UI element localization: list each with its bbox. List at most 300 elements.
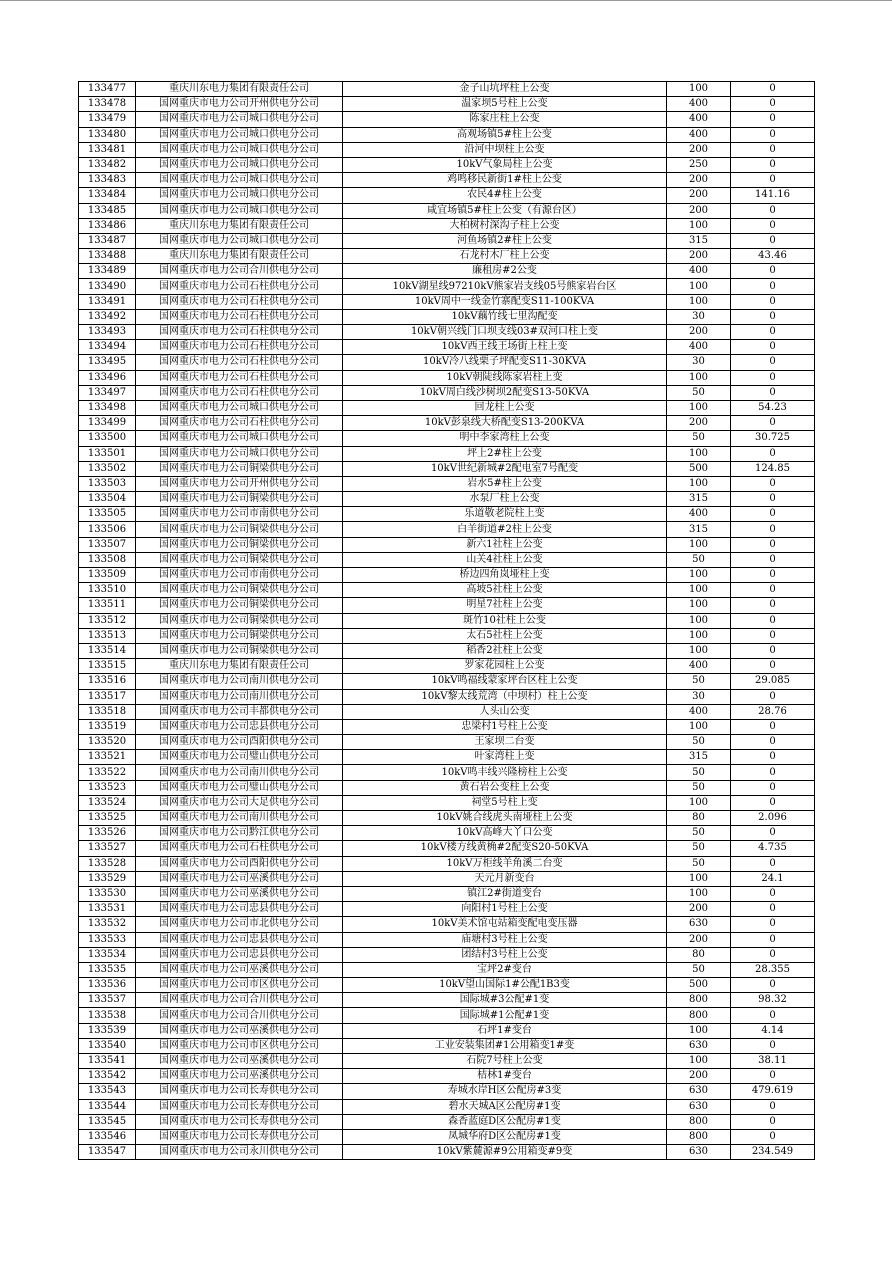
table-row (79, 932, 815, 947)
value-cell: 0 (731, 1099, 815, 1114)
transformer-name-cell: 10kV姚合线虎头南垭柱上公变 (343, 811, 667, 826)
table-row (79, 993, 815, 1008)
capacity-cell: 315 (667, 492, 731, 507)
value-cell: 38.11 (731, 1054, 815, 1069)
table-row (79, 841, 815, 856)
transformer-name-cell: 桥边四角岚垭柱上变 (343, 568, 667, 583)
table-row (79, 613, 815, 628)
company-cell: 国网重庆市电力公司巫溪供电分公司 (136, 962, 343, 977)
capacity-cell: 800 (667, 1008, 731, 1023)
table-row (79, 871, 815, 886)
capacity-cell: 800 (667, 993, 731, 1008)
transformer-name-cell: 10kV美术馆屯站箱变配电变压器 (343, 917, 667, 932)
table-row (79, 1069, 815, 1084)
company-cell: 国网重庆市电力公司市南供电分公司 (136, 507, 343, 522)
table-row (79, 492, 815, 507)
company-cell: 国网重庆市电力公司城口供电分公司 (136, 157, 343, 172)
transformer-name-cell: 10kV紫麓源#9公用箱变#9变 (343, 1145, 667, 1160)
table-row (79, 309, 815, 324)
row-id-cell: 133479 (79, 112, 136, 127)
company-cell: 国网重庆市电力公司城口供电分公司 (136, 233, 343, 248)
value-cell: 0 (731, 598, 815, 613)
value-cell: 0 (731, 613, 815, 628)
row-id-cell: 133545 (79, 1114, 136, 1129)
company-cell: 国网重庆市电力公司城口供电分公司 (136, 173, 343, 188)
row-id-cell: 133478 (79, 97, 136, 112)
transformer-name-cell: 寿城水岸H区公配房#3变 (343, 1084, 667, 1099)
capacity-cell: 30 (667, 309, 731, 324)
capacity-cell: 800 (667, 1114, 731, 1129)
value-cell: 30.725 (731, 431, 815, 446)
row-id-cell: 133503 (79, 476, 136, 491)
value-cell: 0 (731, 856, 815, 871)
transformer-name-cell: 祠堂5号柱上变 (343, 795, 667, 810)
table-row (79, 1084, 815, 1099)
transformer-name-cell: 廉租房#2公变 (343, 264, 667, 279)
row-id-cell: 133488 (79, 249, 136, 264)
capacity-cell: 100 (667, 598, 731, 613)
table-row (79, 355, 815, 370)
capacity-cell: 500 (667, 461, 731, 476)
row-id-cell: 133526 (79, 826, 136, 841)
company-cell: 国网重庆市电力公司忠县供电分公司 (136, 947, 343, 962)
table-row (79, 507, 815, 522)
company-cell: 国网重庆市电力公司丰都供电分公司 (136, 704, 343, 719)
capacity-cell: 400 (667, 659, 731, 674)
value-cell: 0 (731, 309, 815, 324)
company-cell: 国网重庆市电力公司石柱供电分公司 (136, 355, 343, 370)
value-cell: 0 (731, 537, 815, 552)
transformer-name-cell: 回龙柱上公变 (343, 400, 667, 415)
row-id-cell: 133481 (79, 142, 136, 157)
row-id-cell: 133539 (79, 1023, 136, 1038)
value-cell: 0 (731, 355, 815, 370)
value-cell: 0 (731, 978, 815, 993)
capacity-cell: 100 (667, 613, 731, 628)
capacity-cell: 100 (667, 370, 731, 385)
table-row (79, 962, 815, 977)
value-cell: 0 (731, 750, 815, 765)
transformer-name-cell: 10kV鸣丰线兴隆榜柱上公变 (343, 765, 667, 780)
company-cell: 国网重庆市电力公司铜梁供电分公司 (136, 537, 343, 552)
transformer-name-cell: 金子山坑坪柱上公变 (343, 82, 667, 97)
company-cell: 国网重庆市电力公司巫溪供电分公司 (136, 1069, 343, 1084)
table-row (79, 886, 815, 901)
company-cell: 国网重庆市电力公司合川供电分公司 (136, 264, 343, 279)
transformer-name-cell: 鸡鸣移民新街1#柱上公变 (343, 173, 667, 188)
company-cell: 国网重庆市电力公司城口供电分公司 (136, 446, 343, 461)
value-cell: 43.46 (731, 249, 815, 264)
table-row (79, 568, 815, 583)
transformer-name-cell: 10kV朝陡线陈家岩柱上变 (343, 370, 667, 385)
value-cell: 29.085 (731, 674, 815, 689)
company-cell: 国网重庆市电力公司石柱供电分公司 (136, 279, 343, 294)
value-cell: 0 (731, 583, 815, 598)
row-id-cell: 133532 (79, 917, 136, 932)
capacity-cell: 30 (667, 689, 731, 704)
transformer-name-cell: 陈家庄柱上公变 (343, 112, 667, 127)
transformer-name-cell: 10kV冷八线栗子坪配变S11-30KVA (343, 355, 667, 370)
company-cell: 国网重庆市电力公司大足供电分公司 (136, 795, 343, 810)
capacity-cell: 400 (667, 340, 731, 355)
capacity-cell: 50 (667, 841, 731, 856)
table-row (79, 97, 815, 112)
row-id-cell: 133482 (79, 157, 136, 172)
transformer-name-cell: 10kV周中一线金竹寨配变S11-100KVA (343, 294, 667, 309)
row-id-cell: 133480 (79, 127, 136, 142)
table-row (79, 780, 815, 795)
row-id-cell: 133497 (79, 385, 136, 400)
company-cell: 国网重庆市电力公司忠县供电分公司 (136, 719, 343, 734)
value-cell: 479.619 (731, 1084, 815, 1099)
company-cell: 国网重庆市电力公司铜梁供电分公司 (136, 583, 343, 598)
value-cell: 0 (731, 1129, 815, 1144)
value-cell: 0 (731, 780, 815, 795)
capacity-cell: 200 (667, 249, 731, 264)
value-cell: 0 (731, 568, 815, 583)
table-row (79, 1145, 815, 1160)
company-cell: 国网重庆市电力公司石柱供电分公司 (136, 370, 343, 385)
capacity-cell: 200 (667, 932, 731, 947)
value-cell: 0 (731, 735, 815, 750)
row-id-cell: 133483 (79, 173, 136, 188)
capacity-cell: 100 (667, 400, 731, 415)
table-row (79, 689, 815, 704)
value-cell: 0 (731, 826, 815, 841)
company-cell: 国网重庆市电力公司巫溪供电分公司 (136, 1023, 343, 1038)
table-row (79, 294, 815, 309)
company-cell: 国网重庆市电力公司黔江供电分公司 (136, 826, 343, 841)
company-cell: 国网重庆市电力公司城口供电分公司 (136, 188, 343, 203)
company-cell: 国网重庆市电力公司铜梁供电分公司 (136, 628, 343, 643)
value-cell: 0 (731, 1069, 815, 1084)
capacity-cell: 630 (667, 1099, 731, 1114)
company-cell: 国网重庆市电力公司石柱供电分公司 (136, 325, 343, 340)
row-id-cell: 133511 (79, 598, 136, 613)
page-top-rule (0, 0, 892, 1)
row-id-cell: 133530 (79, 886, 136, 901)
row-id-cell: 133546 (79, 1129, 136, 1144)
row-id-cell: 133517 (79, 689, 136, 704)
capacity-cell: 30 (667, 355, 731, 370)
transformer-name-cell: 团结村3号柱上公变 (343, 947, 667, 962)
row-id-cell: 133506 (79, 522, 136, 537)
value-cell: 0 (731, 385, 815, 400)
table-row (79, 476, 815, 491)
capacity-cell: 100 (667, 476, 731, 491)
capacity-cell: 400 (667, 127, 731, 142)
capacity-cell: 50 (667, 826, 731, 841)
transformer-name-cell: 10kV楼方线黄桷#2配变S20-50KVA (343, 841, 667, 856)
row-id-cell: 133520 (79, 735, 136, 750)
value-cell: 0 (731, 719, 815, 734)
transformer-name-cell: 石龙村木厂柱上公变 (343, 249, 667, 264)
row-id-cell: 133527 (79, 841, 136, 856)
row-id-cell: 133512 (79, 613, 136, 628)
value-cell: 0 (731, 886, 815, 901)
transformer-name-cell: 石坪1#变台 (343, 1023, 667, 1038)
table-row (79, 1023, 815, 1038)
transformer-name-cell: 庙塘村3号柱上公变 (343, 932, 667, 947)
row-id-cell: 133543 (79, 1084, 136, 1099)
table-row (79, 385, 815, 400)
row-id-cell: 133547 (79, 1145, 136, 1160)
value-cell: 54.23 (731, 400, 815, 415)
transformer-name-cell: 10kV西王线王场街上柱上变 (343, 340, 667, 355)
capacity-cell: 100 (667, 583, 731, 598)
capacity-cell: 400 (667, 704, 731, 719)
transformer-name-cell: 石院7号柱上公变 (343, 1054, 667, 1069)
table-row (79, 325, 815, 340)
transformer-name-cell: 国际城#1公配#1变 (343, 1008, 667, 1023)
company-cell: 国网重庆市电力公司市区供电分公司 (136, 1038, 343, 1053)
capacity-cell: 50 (667, 780, 731, 795)
row-id-cell: 133498 (79, 400, 136, 415)
value-cell: 28.355 (731, 962, 815, 977)
row-id-cell: 133490 (79, 279, 136, 294)
transformer-name-cell: 高观场镇5#柱上公变 (343, 127, 667, 142)
row-id-cell: 133515 (79, 659, 136, 674)
table-row (79, 82, 815, 97)
table-row (79, 537, 815, 552)
value-cell: 0 (731, 127, 815, 142)
table-row (79, 902, 815, 917)
table-row (79, 340, 815, 355)
value-cell: 141.16 (731, 188, 815, 203)
value-cell: 0 (731, 765, 815, 780)
company-cell: 国网重庆市电力公司巫溪供电分公司 (136, 871, 343, 886)
value-cell: 0 (731, 157, 815, 172)
transformer-name-cell: 宝坪2#变台 (343, 962, 667, 977)
capacity-cell: 100 (667, 1023, 731, 1038)
value-cell: 0 (731, 1114, 815, 1129)
value-cell: 2.096 (731, 811, 815, 826)
table-body (79, 82, 815, 1160)
capacity-cell: 50 (667, 735, 731, 750)
row-id-cell: 133514 (79, 643, 136, 658)
company-cell: 国网重庆市电力公司市南供电分公司 (136, 568, 343, 583)
value-cell: 0 (731, 1008, 815, 1023)
row-id-cell: 133541 (79, 1054, 136, 1069)
transformer-name-cell: 乐道敬老院柱上变 (343, 507, 667, 522)
value-cell: 4.735 (731, 841, 815, 856)
transformer-name-cell: 10kV湖星线97210kV熊家岩支线05号熊家岩台区 (343, 279, 667, 294)
value-cell: 0 (731, 1038, 815, 1053)
value-cell: 0 (731, 932, 815, 947)
row-id-cell: 133504 (79, 492, 136, 507)
table-row (79, 522, 815, 537)
table-row (79, 279, 815, 294)
company-cell: 国网重庆市电力公司璧山供电分公司 (136, 750, 343, 765)
value-cell: 0 (731, 643, 815, 658)
row-id-cell: 133531 (79, 902, 136, 917)
company-cell: 国网重庆市电力公司石柱供电分公司 (136, 841, 343, 856)
table-row (79, 750, 815, 765)
value-cell: 0 (731, 173, 815, 188)
transformer-name-cell: 斑竹10社柱上公变 (343, 613, 667, 628)
company-cell: 重庆川东电力集团有限责任公司 (136, 659, 343, 674)
row-id-cell: 133524 (79, 795, 136, 810)
transformer-name-cell: 10kV周白线沙树坝2配变S13-50KVA (343, 385, 667, 400)
row-id-cell: 133537 (79, 993, 136, 1008)
value-cell: 0 (731, 340, 815, 355)
company-cell: 国网重庆市电力公司铜梁供电分公司 (136, 552, 343, 567)
company-cell: 国网重庆市电力公司南川供电分公司 (136, 765, 343, 780)
company-cell: 国网重庆市电力公司城口供电分公司 (136, 127, 343, 142)
value-cell: 0 (731, 112, 815, 127)
company-cell: 国网重庆市电力公司城口供电分公司 (136, 142, 343, 157)
table-row (79, 552, 815, 567)
value-cell: 0 (731, 795, 815, 810)
value-cell: 0 (731, 522, 815, 537)
company-cell: 国网重庆市电力公司市区供电分公司 (136, 978, 343, 993)
transformer-name-cell: 10kV望山国际1#公配1B3变 (343, 978, 667, 993)
value-cell: 0 (731, 917, 815, 932)
table-row (79, 735, 815, 750)
capacity-cell: 630 (667, 1084, 731, 1099)
company-cell: 国网重庆市电力公司城口供电分公司 (136, 203, 343, 218)
capacity-cell: 50 (667, 962, 731, 977)
company-cell: 国网重庆市电力公司酉阳供电分公司 (136, 735, 343, 750)
company-cell: 国网重庆市电力公司巫溪供电分公司 (136, 886, 343, 901)
value-cell: 0 (731, 142, 815, 157)
company-cell: 国网重庆市电力公司市北供电分公司 (136, 917, 343, 932)
row-id-cell: 133535 (79, 962, 136, 977)
table-row (79, 674, 815, 689)
value-cell: 0 (731, 902, 815, 917)
row-id-cell: 133523 (79, 780, 136, 795)
company-cell: 国网重庆市电力公司石柱供电分公司 (136, 309, 343, 324)
value-cell: 4.14 (731, 1023, 815, 1038)
transformer-name-cell: 凤城华府D区公配房#1变 (343, 1129, 667, 1144)
row-id-cell: 133518 (79, 704, 136, 719)
row-id-cell: 133534 (79, 947, 136, 962)
table-row (79, 598, 815, 613)
capacity-cell: 200 (667, 902, 731, 917)
table-row (79, 188, 815, 203)
capacity-cell: 200 (667, 173, 731, 188)
transformer-name-cell: 温家坝5号柱上公变 (343, 97, 667, 112)
capacity-cell: 630 (667, 1145, 731, 1160)
transformer-name-cell: 罗家花园柱上公变 (343, 659, 667, 674)
company-cell: 国网重庆市电力公司铜梁供电分公司 (136, 613, 343, 628)
row-id-cell: 133521 (79, 750, 136, 765)
table-row (79, 112, 815, 127)
company-cell: 国网重庆市电力公司南川供电分公司 (136, 674, 343, 689)
table-row (79, 1054, 815, 1069)
table-row (79, 127, 815, 142)
row-id-cell: 133502 (79, 461, 136, 476)
value-cell: 0 (731, 689, 815, 704)
row-id-cell: 133529 (79, 871, 136, 886)
capacity-cell: 200 (667, 1069, 731, 1084)
value-cell: 0 (731, 476, 815, 491)
capacity-cell: 800 (667, 1129, 731, 1144)
table-row (79, 978, 815, 993)
transformer-name-cell: 忠梁村1号柱上公变 (343, 719, 667, 734)
transformer-name-cell: 河鱼场镇2#柱上公变 (343, 233, 667, 248)
capacity-cell: 100 (667, 871, 731, 886)
row-id-cell: 133501 (79, 446, 136, 461)
transformer-name-cell: 工业安装集团#1公用箱变1#变 (343, 1038, 667, 1053)
row-id-cell: 133500 (79, 431, 136, 446)
table-row (79, 628, 815, 643)
transformer-name-cell: 黄石岩公变柱上公变 (343, 780, 667, 795)
transformer-name-cell: 明中李家湾柱上公变 (343, 431, 667, 446)
row-id-cell: 133496 (79, 370, 136, 385)
row-id-cell: 133491 (79, 294, 136, 309)
table-row (79, 173, 815, 188)
value-cell: 234.549 (731, 1145, 815, 1160)
value-cell: 0 (731, 659, 815, 674)
company-cell: 国网重庆市电力公司合川供电分公司 (136, 1008, 343, 1023)
value-cell: 0 (731, 325, 815, 340)
company-cell: 国网重庆市电力公司铜梁供电分公司 (136, 522, 343, 537)
table-row (79, 461, 815, 476)
value-cell: 0 (731, 218, 815, 233)
value-cell: 0 (731, 294, 815, 309)
row-id-cell: 133489 (79, 264, 136, 279)
table-row (79, 856, 815, 871)
row-id-cell: 133533 (79, 932, 136, 947)
table-row (79, 826, 815, 841)
row-id-cell: 133508 (79, 552, 136, 567)
transformer-name-cell: 叶家湾柱上变 (343, 750, 667, 765)
transformer-name-cell: 高坡5社柱上公变 (343, 583, 667, 598)
capacity-cell: 100 (667, 568, 731, 583)
row-id-cell: 133499 (79, 416, 136, 431)
table-row (79, 719, 815, 734)
transformer-name-cell: 桔林1#变台 (343, 1069, 667, 1084)
row-id-cell: 133544 (79, 1099, 136, 1114)
company-cell: 国网重庆市电力公司城口供电分公司 (136, 112, 343, 127)
row-id-cell: 133522 (79, 765, 136, 780)
table-row (79, 704, 815, 719)
value-cell: 0 (731, 97, 815, 112)
table-row (79, 811, 815, 826)
table-row (79, 1008, 815, 1023)
company-cell: 国网重庆市电力公司铜梁供电分公司 (136, 461, 343, 476)
row-id-cell: 133487 (79, 233, 136, 248)
company-cell: 国网重庆市电力公司长寿供电分公司 (136, 1129, 343, 1144)
transformer-name-cell: 水泵厂柱上公变 (343, 492, 667, 507)
transformer-name-cell: 10kV鸣福线蒙家坪台区柱上公变 (343, 674, 667, 689)
company-cell: 国网重庆市电力公司石柱供电分公司 (136, 416, 343, 431)
table-row (79, 446, 815, 461)
value-cell: 98.32 (731, 993, 815, 1008)
capacity-cell: 50 (667, 385, 731, 400)
table-row (79, 583, 815, 598)
row-id-cell: 133507 (79, 537, 136, 552)
transformer-name-cell: 新六1社柱上公变 (343, 537, 667, 552)
capacity-cell: 200 (667, 325, 731, 340)
value-cell: 0 (731, 446, 815, 461)
capacity-cell: 100 (667, 537, 731, 552)
row-id-cell: 133538 (79, 1008, 136, 1023)
row-id-cell: 133528 (79, 856, 136, 871)
transformer-name-cell: 稻香2社柱上公变 (343, 643, 667, 658)
table-row (79, 249, 815, 264)
capacity-cell: 500 (667, 978, 731, 993)
table-row (79, 157, 815, 172)
company-cell: 国网重庆市电力公司开州供电分公司 (136, 476, 343, 491)
capacity-cell: 50 (667, 856, 731, 871)
capacity-cell: 50 (667, 674, 731, 689)
table-row (79, 400, 815, 415)
company-cell: 国网重庆市电力公司城口供电分公司 (136, 400, 343, 415)
capacity-cell: 630 (667, 1038, 731, 1053)
table-row (79, 233, 815, 248)
